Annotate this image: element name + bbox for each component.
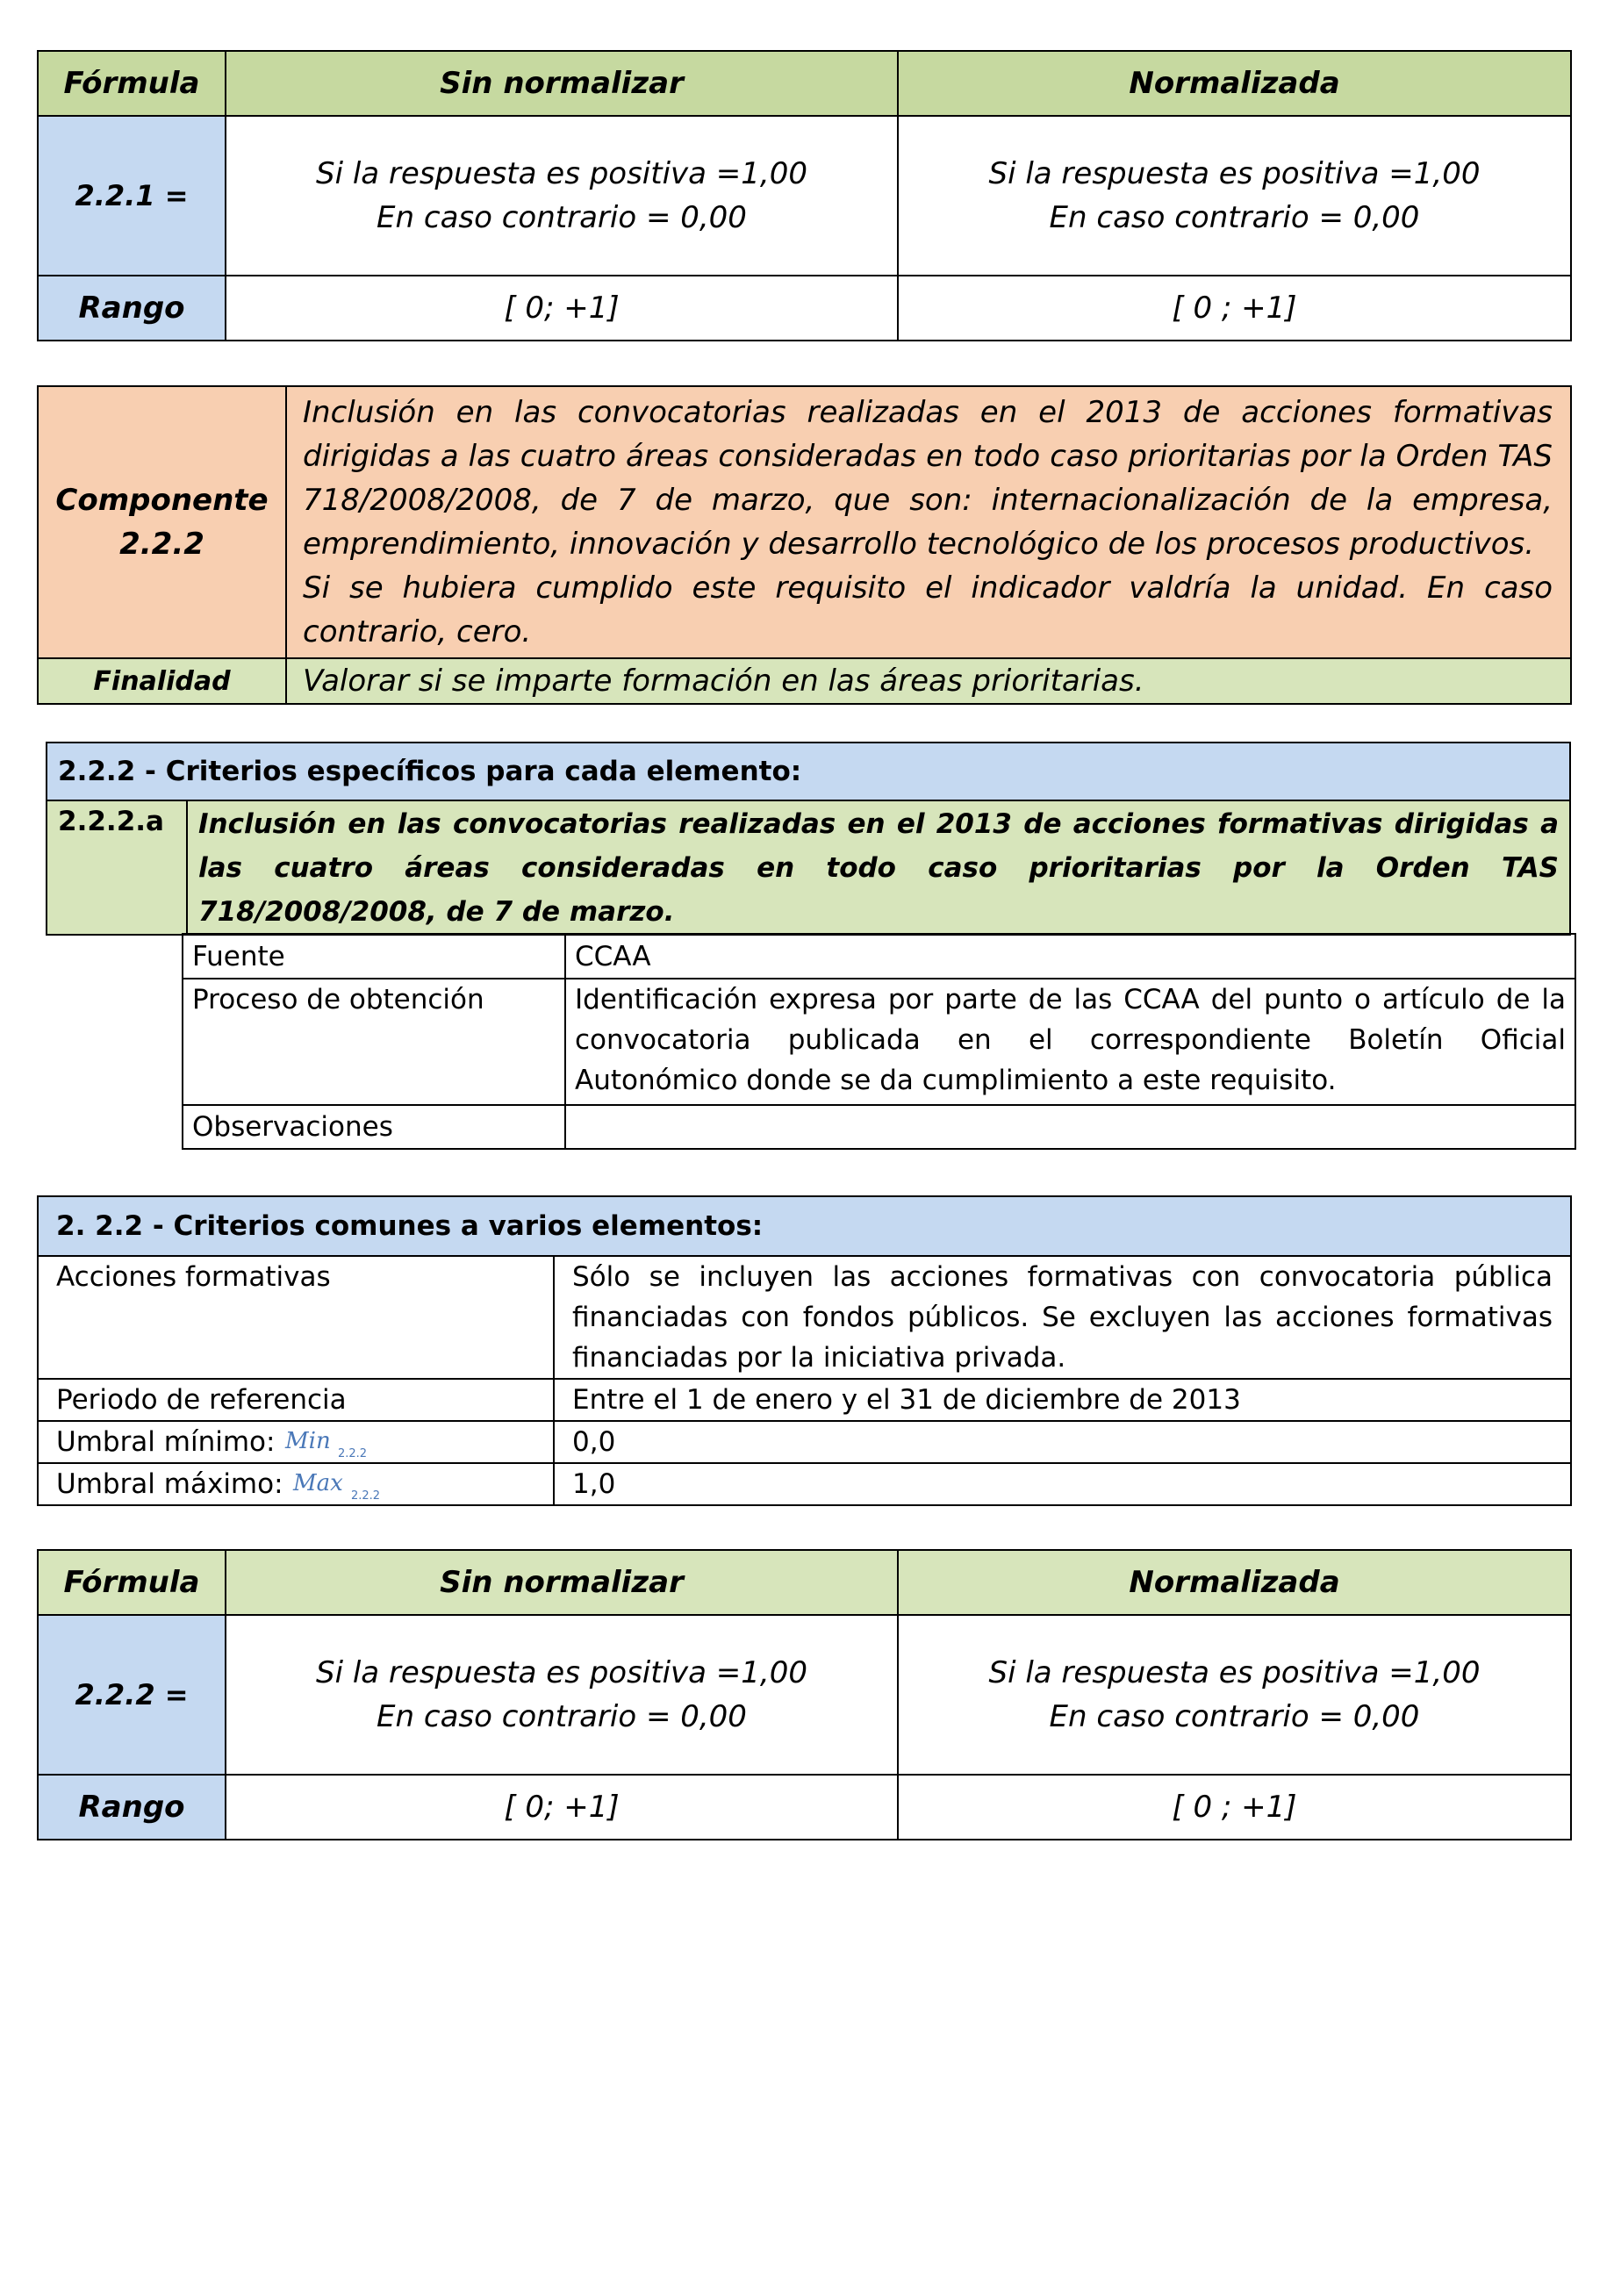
umbral-maximo-cell (38, 1463, 554, 1505)
acciones-formativas-label: Acciones formativas (38, 1256, 554, 1379)
sin-normalizar-line1: Si la respuesta es positiva =1,00 (316, 156, 807, 191)
normalizada-header: Normalizada (898, 1550, 1571, 1615)
periodo-referencia-label: Periodo de referencia (38, 1379, 554, 1421)
normalizada-line1: Si la respuesta es positiva =1,00 (988, 156, 1481, 191)
umbral-minimo-label: Umbral mínimo: (56, 1426, 276, 1458)
umbral-minimo-cell (38, 1421, 554, 1463)
componente-paragraph-1: Inclusión en las convocatorias realizadas en el 2013 de acciones formativas dirigidas a las cuatro áreas consideradas en todo caso prioritarias por la Orden TAS 718/2008/2008, de 7 de marzo, que son: internacionalización de la empresa, emprendimiento, innovación y desarrollo tecnológico de los procesos productivos. (303, 395, 1553, 562)
componente-text (286, 386, 1571, 658)
normalizada-line1: Si la respuesta es positiva =1,00 (988, 1655, 1481, 1690)
rango-label: Rango (38, 1775, 226, 1840)
componente-paragraph-2: Si se hubiera cumplido este requisito el indicador valdría la unidad. En caso contrario, cero. (303, 570, 1553, 649)
formula-header: Fórmula (38, 1550, 226, 1615)
finalidad-text: Valorar si se imparte formación en las áreas prioritarias. (286, 658, 1571, 704)
fuente-label: Fuente (183, 934, 565, 979)
sin-normalizar-cell (226, 116, 898, 276)
rango-sin-normalizar: [ 0; +1] (226, 1775, 898, 1840)
criterios-comunes-title: 2. 2.2 - Criterios comunes a varios elementos: (38, 1196, 1571, 1256)
formula-header: Fórmula (38, 51, 226, 116)
rango-normalizada: [ 0 ; +1] (898, 276, 1571, 341)
rango-label: Rango (38, 276, 226, 341)
svg-text:2.2.2: 2.2.2 (338, 1446, 368, 1460)
observaciones-value (565, 1105, 1575, 1149)
formula-table-2-2-2 (37, 1549, 1572, 1840)
componente-label-line2: 2.2.2 (119, 527, 204, 562)
criterios-especificos-title: 2.2.2 - Criterios específicos para cada elemento: (47, 743, 1570, 800)
min-formula-icon (283, 1427, 380, 1460)
max-formula-icon (291, 1469, 405, 1503)
umbral-maximo-value: 1,0 (554, 1463, 1571, 1505)
fuente-value: CCAA (565, 934, 1575, 979)
formula-table-2-2-1 (37, 50, 1572, 341)
componente-label (38, 386, 286, 658)
observaciones-label: Observaciones (183, 1105, 565, 1149)
element-text: Inclusión en las convocatorias realizadas en el 2013 de acciones formativas dirigidas a las cuatro áreas consideradas en todo caso prioritarias por la Orden TAS 718/2008/2008, de 7 de marzo. (187, 800, 1570, 935)
element-code: 2.2.2.a (47, 800, 187, 935)
normalizada-header: Normalizada (898, 51, 1571, 116)
formula-row-label: 2.2.1 = (38, 116, 226, 276)
normalizada-line2: En caso contrario = 0,00 (1049, 1699, 1420, 1734)
criterios-especificos-table (46, 742, 1571, 936)
sin-normalizar-line1: Si la respuesta es positiva =1,00 (316, 1655, 807, 1690)
formula-row-label: 2.2.2 = (38, 1615, 226, 1775)
proceso-value: Identificación expresa por parte de las CCAA del punto o artículo de la convocatoria publicada en el correspondiente Boletín Oficial Autonómico donde se da cumplimiento a este requisito. (565, 979, 1575, 1105)
sin-normalizar-line2: En caso contrario = 0,00 (377, 200, 747, 235)
normalizada-cell (898, 1615, 1571, 1775)
normalizada-cell (898, 116, 1571, 276)
componente-label-line1: Componente (55, 483, 269, 518)
sin-normalizar-line2: En caso contrario = 0,00 (377, 1699, 747, 1734)
umbral-minimo-value: 0,0 (554, 1421, 1571, 1463)
proceso-label: Proceso de obtención (183, 979, 565, 1105)
rango-sin-normalizar: [ 0; +1] (226, 276, 898, 341)
acciones-formativas-value: Sólo se incluyen las acciones formativas con convocatoria pública financiadas con fondos públicos. Se excluyen las acciones formativas financiadas por la iniciativa privada. (554, 1256, 1571, 1379)
finalidad-label: Finalidad (38, 658, 286, 704)
svg-text:Max: Max (293, 1469, 344, 1496)
sin-normalizar-header: Sin normalizar (226, 51, 898, 116)
sin-normalizar-cell (226, 1615, 898, 1775)
umbral-maximo-label: Umbral máximo: (56, 1468, 283, 1500)
criterios-especificos-detail-table (182, 933, 1576, 1150)
componente-table (37, 385, 1572, 705)
svg-text:2.2.2: 2.2.2 (351, 1489, 381, 1503)
criterios-comunes-table (37, 1195, 1572, 1506)
periodo-referencia-value: Entre el 1 de enero y el 31 de diciembre de 2013 (554, 1379, 1571, 1421)
rango-normalizada: [ 0 ; +1] (898, 1775, 1571, 1840)
normalizada-line2: En caso contrario = 0,00 (1049, 200, 1420, 235)
sin-normalizar-header: Sin normalizar (226, 1550, 898, 1615)
svg-text:Min: Min (285, 1427, 331, 1454)
